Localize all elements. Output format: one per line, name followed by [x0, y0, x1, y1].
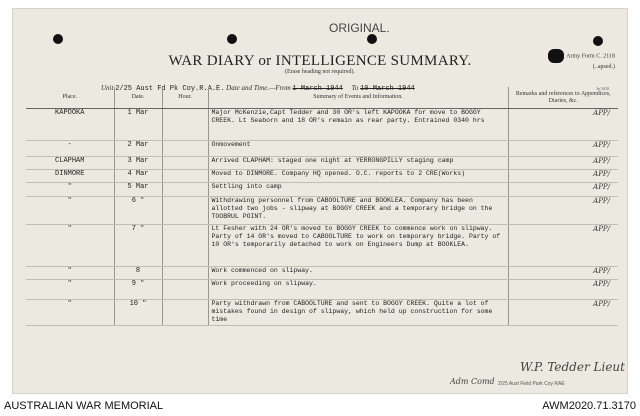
place-cell: - [26, 141, 114, 157]
punch-hole [53, 34, 63, 44]
summary-cell: Work commenced on slipway. [208, 267, 508, 280]
table-row [26, 170, 618, 183]
date-cell: 10 " [114, 300, 162, 326]
punch-hole [593, 36, 603, 46]
punch-hole [227, 34, 237, 44]
place-cell: " [26, 197, 114, 225]
place-cell: " [26, 267, 114, 280]
table-row [26, 183, 618, 197]
footer-bar [0, 396, 640, 416]
place-cell: KAPOOKA [26, 109, 114, 141]
place-cell: " [26, 225, 114, 267]
remarks-cell: APP/ [508, 109, 618, 141]
hour-cell [162, 170, 208, 183]
hour-cell [162, 109, 208, 141]
col-summary: Summary of Events and Information. [208, 87, 508, 109]
table-row [26, 157, 618, 170]
hour-cell [162, 225, 208, 267]
remarks-cell: APP/ [508, 170, 618, 183]
date-cell: 7 " [114, 225, 162, 267]
signature: W.P. Tedder Lieut [520, 360, 625, 374]
place-cell: " [26, 300, 114, 326]
hour-cell [162, 280, 208, 300]
summary-cell: Withdrawing personnel from CABOOLTURE and BOOKLEA. Company has been allotted two jobs - slipway at BOGGY CREEK and a temporary bridge on the TOOBRUL POINT. [208, 197, 508, 225]
remarks-cell: APP/ [508, 267, 618, 280]
remarks-cell: APP/ [508, 197, 618, 225]
signature-title: Adm Comd [450, 377, 495, 386]
form-number: 3e 5418 [596, 86, 609, 91]
summary-cell: Party withdrawn from CABOOLTURE and sent to BOGGY CREEK. Quite a lot of mistakes found in design of slipway, which held up construction for some time [208, 300, 508, 326]
date-cell: 1 Mar [114, 109, 162, 141]
date-cell: 8 [114, 267, 162, 280]
summary-cell: Settling into camp [208, 183, 508, 197]
date-cell: 4 Mar [114, 170, 162, 183]
hour-cell [162, 197, 208, 225]
diary-table [26, 87, 618, 326]
place-cell: " [26, 183, 114, 197]
hour-cell [162, 141, 208, 157]
summary-cell: Lt Fesher with 24 OR's moved to BOGGY CREEK to commence work on slipway. Party of 14 OR's moved to CABOOLTURE to work on temporary bridge. Party of 10 OR's temporarily detached to work on Engineers Dump at BOOKLEA. [208, 225, 508, 267]
hour-cell [162, 267, 208, 280]
army-form-label: Army Form C. 2118 (..apsed.) [548, 49, 615, 71]
place-cell: " [26, 280, 114, 300]
table-row [26, 197, 618, 225]
summary-cell: Arrived CLAPHAM: staged one night at YERRONGPILLY staging camp [208, 157, 508, 170]
hour-cell [162, 300, 208, 326]
table-row [26, 225, 618, 267]
table-row [26, 141, 618, 157]
table-row [26, 300, 618, 326]
original-stamp: ORIGINAL. [329, 21, 390, 35]
page-subtitle: (Erase heading not required). [285, 69, 355, 75]
remarks-cell: APP/ [508, 157, 618, 170]
from-date: 1 March 1944 [292, 85, 343, 93]
table-row [26, 109, 618, 141]
date-cell: 3 Mar [114, 157, 162, 170]
remarks-cell: APP/ [508, 225, 618, 267]
date-cell: 6 " [114, 197, 162, 225]
date-cell: 5 Mar [114, 183, 162, 197]
summary-cell: Moved to DINMORE. Company HQ opened. O.C. reports to 2 CRE(Works) [208, 170, 508, 183]
table-header-row [26, 87, 618, 109]
table-row [26, 267, 618, 280]
unit-name: 2/25 Aust Fd Pk Coy.R.A.E. [115, 85, 225, 93]
place-cell: DINMORE [26, 170, 114, 183]
unit-line: Unit 2/25 Aust Fd Pk Coy.R.A.E. Date and Time.—From 1 March 1944 To 10 March 1944 [101, 84, 415, 93]
ink-blot [548, 49, 564, 63]
unit-stamp: 2/25 Aust Field Park Coy RAE [498, 381, 565, 387]
hour-cell [162, 183, 208, 197]
date-cell: 2 Mar [114, 141, 162, 157]
footer-left: AUSTRALIAN WAR MEMORIAL [4, 400, 164, 412]
place-cell: CLAPHAM [26, 157, 114, 170]
col-place: Place. [26, 87, 114, 109]
summary-cell: Work proceeding on slipway. [208, 280, 508, 300]
remarks-cell: APP/ [508, 280, 618, 300]
remarks-cell: APP/ [508, 183, 618, 197]
summary-cell: Onmovement [208, 141, 508, 157]
to-date: 10 March 1944 [360, 85, 415, 93]
col-hour: Hour. [162, 87, 208, 109]
remarks-cell: APP/ [508, 141, 618, 157]
table-row [26, 280, 618, 300]
footer-right: AWM2020.71.3170 [542, 400, 636, 412]
col-date: Date. [114, 87, 162, 109]
date-cell: 9 " [114, 280, 162, 300]
punch-hole [367, 34, 377, 44]
col-remarks: Remarks and references to Appendices, Diaries, &c. [508, 87, 618, 109]
hour-cell [162, 157, 208, 170]
page-title: WAR DIARY or INTELLIGENCE SUMMARY. [168, 53, 472, 69]
summary-cell: Major McKenzie,Capt Tedder and 30 OR's left KAPOOKA for move to BOGGY CREEK. Lt Seaborn and 18 OR's remain as rear party. Entrained 0340 hrs [208, 109, 508, 141]
remarks-cell: APP/ [508, 300, 618, 326]
